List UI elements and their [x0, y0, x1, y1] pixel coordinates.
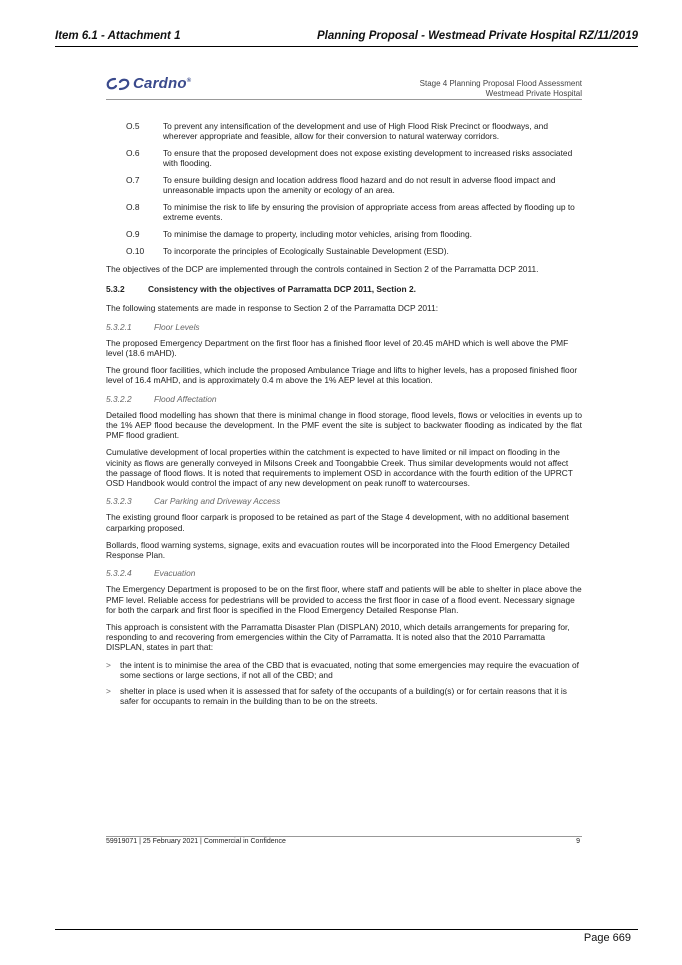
paragraph: The Emergency Department is proposed to be on the first floor, where staff and patients will be able to shelter in place above the PMF level. Reliable access for pedestrians will be provided to access the first floor in case of a flood event. Necessary signage for both the carpark and first floor is specified in the Flood Emergency Detailed Response Plan. [106, 584, 582, 615]
header-item-label: Item 6.1 - Attachment 1 [55, 30, 181, 42]
subsection-title: Flood Affectation [154, 393, 217, 404]
cardno-swirl-icon [106, 77, 130, 91]
page-body [106, 121, 582, 713]
bullet-chevron-icon: > [106, 686, 111, 697]
logo-wordmark: Cardno® [133, 75, 192, 92]
subsection-number: 5.3.2.1 [106, 321, 132, 332]
header-proposal-title: Planning Proposal - Westmead Private Hospital RZ/11/2019 [316, 30, 638, 42]
bullet-item [106, 686, 582, 706]
paragraph: The proposed Emergency Department on the first floor has a finished floor level of 20.45 mAHD which is well above the PMF level (18.6 mAHD). [106, 337, 569, 359]
meta-divider [106, 99, 582, 100]
subsection-number: 5.3.2.3 [106, 496, 132, 507]
section-intro: The following statements are made in response to Section 2 of the Parramatta DCP 2011: [106, 303, 439, 314]
objective-number: O.5 [126, 121, 140, 131]
paragraph: Cumulative development of local properties within the catchment is expected to have limited or nil impact on flooding in the vicinity as flows are generally conveyed in Milsons Creek and Toongabbie Creek. Thus similar developments would not affect the passage of flood flows. It is noted that requirements to implement OSD in accordance with the fourth edition of the UPRCT OSD Handbook would control the impact of any new development on peak runoff to watercourses. [106, 447, 573, 489]
page-label: Page 669 [583, 932, 631, 944]
objective-number: O.7 [126, 175, 140, 185]
objective-item [106, 175, 582, 195]
objective-text: To incorporate the principles of Ecologically Sustainable Development (ESD). [163, 245, 449, 256]
objective-item [106, 202, 582, 222]
objective-text: To minimise the damage to property, including motor vehicles, arising from flooding. [163, 229, 472, 239]
objective-number: O.6 [126, 148, 140, 158]
paragraph: The ground floor facilities, which include the proposed Ambulance Triage and lifts to higher levels, has a proposed finished floor level of 16.4 mAHD, and is approximately 0.4 m above the 1% AEP level at this location. [106, 365, 578, 386]
cardno-logo [106, 75, 191, 92]
subsection-heading [106, 568, 582, 578]
objective-item [106, 229, 582, 239]
bullet-text: the intent is to minimise the area of the CBD that is evacuated, noting that some emergencies may require the evacuation of some sections or large sections, if not all of the CBD; and [120, 659, 580, 680]
subsection-heading [106, 496, 582, 506]
objective-text: To ensure that the proposed development does not expose existing development to increased risks associated with flooding. [163, 148, 573, 169]
objective-text: To prevent any intensification of the development and use of High Flood Risk Precinct or floodways, and wherever appropriate and feasible, allow for their conversion to natural waterway corridors. [163, 121, 548, 142]
doc-meta-line-2: Westmead Private Hospital [485, 89, 582, 98]
paragraph: This approach is consistent with the Parramatta Disaster Plan (DISPLAN) 2010, which details arrangements for preparing for, responding to and recovering from emergencies within the City of Parramatta. It is noted also that the 2010 Parramatta DISPLAN, states in part that: [106, 622, 570, 653]
document-meta [420, 79, 582, 99]
bullet-text: shelter in place is used when it is assessed that for safety of the occupants of a building(s) or for certain reasons that it is safer for occupants to remain in the building than to be on the streets. [120, 686, 567, 707]
header-divider [55, 46, 638, 47]
objective-item [106, 148, 582, 168]
subsection-title: Car Parking and Driveway Access [154, 496, 281, 507]
subsection-title: Evacuation [154, 568, 196, 579]
footer-page-number: 9 [576, 838, 580, 845]
section-heading [106, 284, 582, 294]
paragraph: Bollards, flood warning systems, signage, exits and evacuation routes will be incorporated into the Flood Emergency Detailed Response Plan. [106, 539, 570, 561]
objective-number: O.10 [126, 245, 145, 256]
objective-item [106, 246, 582, 256]
bullet-chevron-icon: > [106, 659, 111, 670]
paragraph: The existing ground floor carpark is proposed to be retained as part of the Stage 4 development, with no additional basement carparking proposed. [106, 512, 569, 533]
doc-meta-line-1: Stage 4 Planning Proposal Flood Assessment [419, 79, 582, 88]
objective-text: To minimise the risk to life by ensuring the provision of appropriate access from areas affected by flooding up to extreme events. [163, 202, 575, 223]
section-number: 5.3.2 [106, 284, 125, 295]
paragraph: Detailed flood modelling has shown that there is minimal change in flood storage, flood levels, flows or velocities in events up to the 1% AEP flood because the development. In the PMF event the site is subject to backwater flooding as indicated by the flat PMF flood gradient. [106, 409, 582, 441]
dcp-paragraph: The objectives of the DCP are implemented through the controls contained in Section 2 of the Parramatta DCP 2011. [106, 264, 539, 274]
objective-number: O.8 [126, 202, 140, 212]
subsection-heading [106, 322, 582, 332]
document-footer [106, 838, 582, 845]
footer-divider [106, 836, 582, 837]
section-title: Consistency with the objectives of Parramatta DCP 2011, Section 2. [148, 284, 416, 295]
objective-number: O.9 [126, 229, 140, 239]
objective-item [106, 121, 582, 141]
bottom-divider [55, 929, 638, 930]
subsection-heading [106, 394, 582, 404]
objective-text: To ensure building design and location address flood hazard and do not result in adverse flood impact and unreasonable impacts upon the amenity or ecology of an area. [163, 175, 556, 196]
subsection-title: Floor Levels [154, 321, 200, 332]
bullet-item [106, 660, 582, 680]
footer-text: 59919071 | 25 February 2021 | Commercial in Confidence [106, 838, 286, 845]
subsection-number: 5.3.2.4 [106, 568, 132, 579]
subsection-number: 5.3.2.2 [106, 393, 132, 404]
